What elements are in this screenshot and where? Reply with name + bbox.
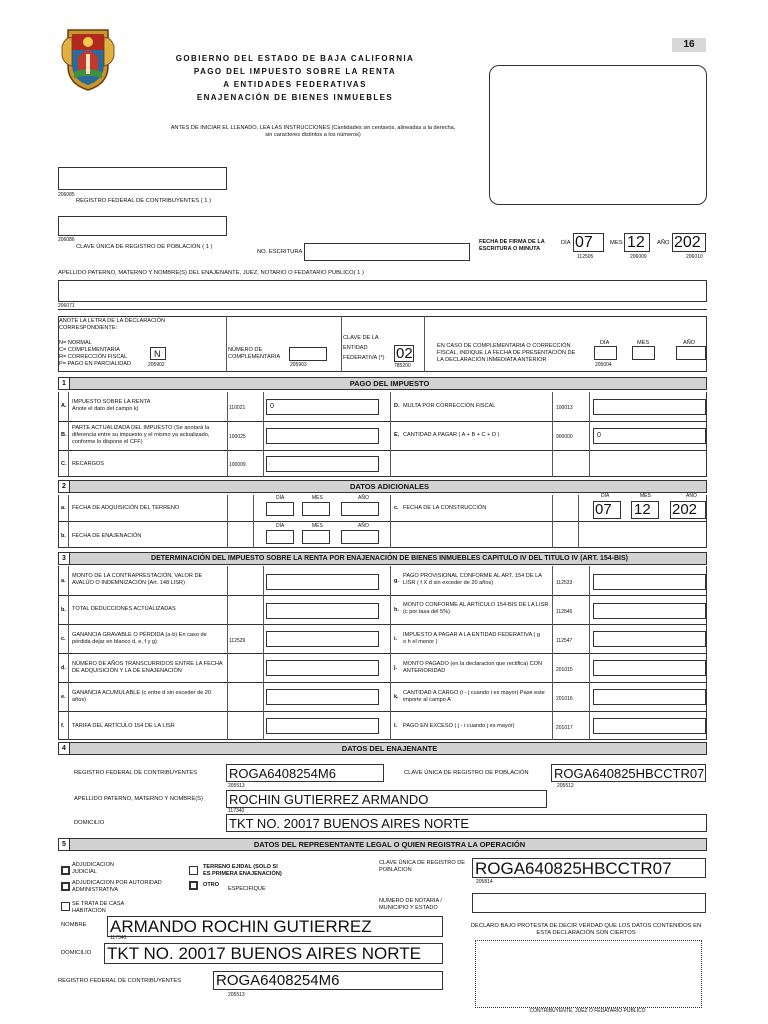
comp-mes-input[interactable] xyxy=(632,346,655,360)
s1-b-code: 100025 xyxy=(229,434,246,440)
s4-nombre-input[interactable] xyxy=(226,790,547,808)
s4-rfc-input[interactable] xyxy=(226,764,384,782)
s2-a-label: FECHA DE ADQUISICIÓN DEL TERRENO xyxy=(72,505,180,511)
s1-a-label: IMPUESTO SOBRE LA RENTA xyxy=(72,399,151,405)
s5-notaria-input[interactable] xyxy=(472,893,706,913)
fecha-mes-value: 12 xyxy=(627,234,645,251)
header-line-4: ENAJENACIÓN DE BIENES INMUEBLES xyxy=(196,93,394,102)
s2-b-dia-input[interactable] xyxy=(266,530,294,544)
section-1-title: PAGO DEL IMPUESTO xyxy=(349,379,430,388)
fecha-dia-code: 112505 xyxy=(577,254,594,260)
section-3-header xyxy=(58,552,707,565)
fecha-dia-value: 07 xyxy=(575,234,593,251)
s2-c-dia-label: DÍA xyxy=(601,493,610,499)
section-4-number: 4 xyxy=(59,743,70,754)
tipo-n-label: N= NORMAL xyxy=(59,340,92,346)
s4-nombre-code: 117340 xyxy=(228,808,245,814)
s3-g-code: 112533 xyxy=(556,580,573,586)
clave-entidad-input[interactable] xyxy=(394,345,414,362)
s2-c-mes-input[interactable] xyxy=(631,501,659,519)
s1-d-input[interactable] xyxy=(593,399,706,415)
fecha-anio-label: AÑO xyxy=(657,240,670,246)
s3-k-input[interactable] xyxy=(593,689,706,705)
s1-e-label: CANTIDAD A PAGAR ( A + B + C + D ) xyxy=(403,432,500,438)
rfc-input[interactable] xyxy=(58,167,227,190)
s3-h-code: 112546 xyxy=(556,609,573,615)
s4-rfc-value: ROGA6408254M6 xyxy=(229,766,336,781)
s3-b-label: TOTAL DEDUCCIONES ACTUALIZADAS xyxy=(72,606,176,612)
s5-curp-code: 205814 xyxy=(476,879,493,885)
s3-e-label: GANANCIA ACUMULABLE (c entre d sin exceder de 20 años) xyxy=(72,690,211,703)
section-3-number: 3 xyxy=(59,553,70,564)
coat-of-arms-logo xyxy=(60,26,116,92)
s5-opt2-label: ADJUDICACION POR AUTORIDAD ADMINISTRATIVA xyxy=(72,880,162,893)
s3-g-input[interactable] xyxy=(593,574,706,590)
s5-opt4-checkbox[interactable] xyxy=(189,866,198,875)
curp-input[interactable] xyxy=(58,216,227,236)
s3-j-label: MONTO PAGADO (en la declaracion que rectifica) CON ANTERIORIDAD xyxy=(403,661,543,674)
s3-a-label: MONTO DE LA CONTRAPRESTACIÓN, VALOR DE AVALÚO O INDEMNIZACIÓN (Art. 148 LISR) xyxy=(72,573,203,586)
s5-opt1-checkbox[interactable] xyxy=(61,866,70,875)
nombre-enajenante-code: 206071 xyxy=(58,303,75,309)
s1-e-value: 0 xyxy=(597,432,601,439)
s2-c-anio-label: AÑO xyxy=(686,493,697,499)
s5-opt1-label: ADJUDICACION JUDICIAL xyxy=(72,862,114,875)
s5-opt5-label: OTRO xyxy=(203,882,220,888)
s5-domicilio-input[interactable] xyxy=(104,943,443,964)
s3-c-input[interactable] xyxy=(266,631,379,647)
anote-label: ANOTE LA LETRA DE LA DECLARACIÓN CORRESPONDIENTE: xyxy=(59,318,166,331)
s5-rfc-input[interactable] xyxy=(213,971,443,990)
section-1-number: 1 xyxy=(59,378,70,389)
s2-c-anio-value: 202 xyxy=(672,501,698,518)
comp-dia-label: DÍA xyxy=(600,340,610,346)
s5-opt2-checkbox[interactable] xyxy=(61,882,70,891)
s3-g-label: PAGO PROVISIONAL CONFORME AL ART. 154 DE LA LISR ( f X d sin exceder de 20 años) xyxy=(403,573,542,586)
clave-entidad-code: 785200 xyxy=(394,363,411,369)
s5-especifique-label: ESPECIFIQUE xyxy=(228,886,266,892)
comp-mes-label: MES xyxy=(637,340,650,346)
s1-a-value: 0 xyxy=(270,403,274,410)
s1-c-label: RECARGOS xyxy=(72,461,105,467)
section-2-title: DATOS ADICIONALES xyxy=(349,482,430,491)
s4-nombre-label: APELLIDO PATERNO, MATERNO Y NOMBRE(S) xyxy=(74,796,203,802)
s5-rfc-label: REGISTRO FEDERAL DE CONTRIBUYENTES xyxy=(58,978,182,984)
section-5-number: 5 xyxy=(59,839,70,850)
tipo-r-label: R= CORRECCIÓN FISCAL xyxy=(59,354,128,360)
s4-domicilio-label: DOMICILIO xyxy=(74,820,105,826)
s3-i-label: IMPUESTO A PAGAR A LA ENTIDAD FEDERATIVA ( g o h el menor ) xyxy=(403,632,540,645)
header-line-3: A ENTIDADES FEDERATIVAS xyxy=(223,80,367,89)
s4-curp-value: ROGA640825HBCCTR07 xyxy=(554,766,705,781)
section-5-header xyxy=(58,838,707,851)
num-comp-code: 205903 xyxy=(290,362,307,368)
s1-c-code: 100009 xyxy=(229,462,246,468)
s2-b-label: FECHA DE ENAJENACIÓN xyxy=(72,533,142,539)
s4-rfc-label: REGISTRO FEDERAL DE CONTRIBUYENTES xyxy=(74,770,198,776)
section-5-title: DATOS DEL REPRESENTANTE LEGAL O QUIEN REGISTRA LA OPERACIÓN xyxy=(253,840,526,849)
tipo-p-label: P= PAGO EN PARCIALIDAD xyxy=(59,361,132,367)
s3-j-code: 201015 xyxy=(556,667,573,673)
escritura-label: NO. ESCRITURA xyxy=(257,249,303,255)
s4-domicilio-input[interactable] xyxy=(226,814,707,832)
tipo-declaracion-value: N xyxy=(154,349,161,359)
s2-a-mes-label: MES xyxy=(312,495,323,501)
s2-c-dia-value: 07 xyxy=(595,501,612,518)
section-2-number: 2 xyxy=(59,481,70,492)
s3-b-input[interactable] xyxy=(266,603,379,619)
tipo-code: 205902 xyxy=(148,362,165,368)
s1-b-input[interactable] xyxy=(266,428,379,444)
s5-firma-label: CONTRIBUYENTE, JUEZ O FEDATARIO PUBLICO xyxy=(529,1008,646,1014)
nombre-enajenante-label: APELLIDO PATERNO, MATERNO Y NOMBRE(S) DEL ENAJENANTE, JUEZ, NOTARIO O FEDATARIO PUBLICO( 1 ) xyxy=(58,270,364,276)
header-line-2: PAGO DEL IMPUESTO SOBRE LA RENTA xyxy=(193,67,397,76)
fecha-anio-input[interactable] xyxy=(672,233,706,252)
s5-opt3-checkbox[interactable] xyxy=(61,902,70,911)
s2-b-mes-input[interactable] xyxy=(302,530,330,544)
fecha-mes-code: 206009 xyxy=(630,254,647,260)
fecha-anio-code: 206010 xyxy=(686,254,703,260)
s1-a-code: 110021 xyxy=(229,405,246,411)
clave-entidad-label: CLAVE DE LA ENTIDAD FEDERATIVA (*) xyxy=(343,335,385,361)
s5-curp-label: CLAVE ÚNICA DE REGISTRO DE POBLACION xyxy=(379,860,465,873)
comp-anio-label: AÑO xyxy=(683,340,696,346)
s2-a-anio-label: AÑO xyxy=(358,495,369,501)
s2-c-mes-label: MES xyxy=(640,493,651,499)
page-number-badge: 16 xyxy=(672,38,706,52)
s3-c-code: 112529 xyxy=(229,638,246,644)
curp-label: CLAVE ÚNICA DE REGISTRO DE POBLACIÓN ( 1 ) xyxy=(76,244,213,250)
s1-e-code: 900000 xyxy=(556,434,573,440)
s3-a-input[interactable] xyxy=(266,574,379,590)
s1-c-input[interactable] xyxy=(266,456,379,472)
section-1-header xyxy=(58,377,707,390)
s5-notaria-label: NUMERO DE NOTARIA / MUNICIPIO Y ESTADO xyxy=(379,898,442,911)
num-complementaria-input[interactable] xyxy=(289,347,327,361)
s2-b-anio-label: AÑO xyxy=(358,523,369,529)
s5-curp-input[interactable] xyxy=(472,858,706,878)
comp-dia-input[interactable] xyxy=(594,346,617,360)
clave-entidad-value: 02 xyxy=(396,345,413,362)
s2-b-mes-label: MES xyxy=(312,523,323,529)
stamp-box xyxy=(489,65,707,205)
s3-k-label: CANTIDAD A CARGO (i - j cuando i es mayor) Pase este importe al campo A xyxy=(403,690,545,703)
fecha-mes-input[interactable] xyxy=(624,233,650,252)
s2-c-mes-value: 12 xyxy=(634,501,651,518)
s4-curp-input[interactable] xyxy=(551,764,706,782)
fecha-mes-label: MES xyxy=(610,240,623,246)
s3-c-label: GANANCIA GRAVABLE O PÉRDIDA (a-b) En caso de pérdida dejar en blanco d, e, f y g) xyxy=(72,632,207,645)
s5-curp-value: ROGA640825HBCCTR07 xyxy=(475,859,672,878)
s1-d-code: 100013 xyxy=(556,405,573,411)
s4-curp-label: CLAVE ÚNICA DE REGISTRO DE POBLACIÓN xyxy=(404,770,529,776)
s5-nombre-input[interactable] xyxy=(107,916,443,937)
s5-domicilio-label: DOMICILIO xyxy=(61,950,92,956)
s2-c-label: FECHA DE LA CONSTRUCCIÓN xyxy=(403,505,487,511)
s3-l-input[interactable] xyxy=(593,718,706,734)
s4-rfc-code: 205513 xyxy=(228,783,245,789)
s4-curp-code: 205512 xyxy=(557,783,574,789)
complementaria-text: EN CASO DE COMPLEMENTARIA O CORRECCIÓN FISCAL, INDIQUE LA FECHA DE PRESENTACIÓN DE LA DECLARACIÓN INMEDIATA ANTERIOR xyxy=(437,343,576,363)
s1-d-label: MULTA POR CORRECCIÓN FISCAL xyxy=(403,403,496,409)
num-complementaria-label: NÚMERO DE COMPLEMENTARIA xyxy=(228,347,281,360)
s5-rfc-value: ROGA6408254M6 xyxy=(216,972,340,989)
s1-b-label: PARTE ACTUALIZADA DEL IMPUESTO (Se anotará la diferencia entre su impuesto y el mismo ya actualizado, conforme lo dispone el CFF) xyxy=(72,425,210,445)
s3-l-label: PAGO EN EXCESO ( j - i cuando j es mayor) xyxy=(403,723,515,729)
s4-domicilio-value: TKT NO. 20017 BUENOS AIRES NORTE xyxy=(229,816,470,831)
comp-anio-input[interactable] xyxy=(676,346,706,360)
rfc-code: 206085 xyxy=(58,192,75,198)
instructions-text: ANTES DE INICIAR EL LLENADO, LEA LAS INSTRUCCIONES (Cantidades sin centavos, alineadas a la derecha, sin caracteres distintos a los números) xyxy=(170,125,456,138)
s2-a-mes-input[interactable] xyxy=(302,502,330,516)
s1-a-sub: Anote el dato del campo k) xyxy=(72,406,139,412)
section-4-title: DATOS DEL ENAJENANTE xyxy=(341,744,438,753)
signature-box[interactable] xyxy=(475,940,702,1008)
s1-a-input[interactable] xyxy=(266,399,379,415)
s2-b-dia-label: DÍA xyxy=(276,523,285,529)
s3-d-label: NÚMERO DE AÑOS TRANSCURRIDOS ENTRE LA FECHA DE ADQUISICIÓN Y LA DE ENAJENACIÓN xyxy=(72,661,223,674)
s5-opt3-label: SE TRATA DE CASA HABITACION xyxy=(72,901,124,914)
tipo-declaracion-input[interactable] xyxy=(150,347,166,360)
s3-h-input[interactable] xyxy=(593,603,706,619)
section-3-title: DETERMINACIÓN DEL IMPUESTO SOBRE LA RENTA POR ENAJENACIÓN DE BIENES INMUEBLES CAPITULO IV DEL TITULO IV (ART. 154-BIS) xyxy=(151,555,628,562)
nombre-enajenante-input[interactable] xyxy=(58,280,707,302)
s3-k-code: 201016 xyxy=(556,696,573,702)
s5-opt5-checkbox[interactable] xyxy=(189,881,198,890)
comp-code: 205004 xyxy=(595,362,612,368)
section-4-header xyxy=(58,742,707,755)
fecha-dia-label: DÍA xyxy=(561,240,571,246)
s3-f-input[interactable] xyxy=(266,718,379,734)
tipo-c-label: C= COMPLEMENTARIA xyxy=(59,347,120,353)
s2-a-anio-input[interactable] xyxy=(341,502,379,516)
s5-rfc-code: 205513 xyxy=(228,992,245,998)
s3-h-label: MONTO CONFORME AL ARTÍCULO 154-BIS DE LA LISR (c por tasa del 5%) xyxy=(403,602,549,615)
s2-b-anio-input[interactable] xyxy=(341,530,379,544)
s3-f-label: TARIFA DEL ARTÍCULO 154 DE LA LISR xyxy=(72,723,175,729)
s1-e-input[interactable] xyxy=(593,428,706,444)
s5-domicilio-value: TKT NO. 20017 BUENOS AIRES NORTE xyxy=(107,944,421,963)
fecha-firma-label: FECHA DE FIRMA DE LA ESCRITURA O MINUTA xyxy=(479,239,545,252)
s2-c-anio-input[interactable] xyxy=(670,501,706,519)
s3-d-input[interactable] xyxy=(266,660,379,676)
s3-l-code: 201017 xyxy=(556,725,573,731)
fecha-dia-input[interactable] xyxy=(573,233,604,252)
s2-c-dia-input[interactable] xyxy=(593,501,621,519)
header-titles xyxy=(160,52,430,104)
fecha-anio-value: 202 xyxy=(674,234,701,251)
s3-j-input[interactable] xyxy=(593,660,706,676)
s5-opt4-label: TERRENO EJIDAL (SOLO SI ES PRIMERA ENAJENACIÓN) xyxy=(203,864,282,877)
s5-nombre-label: NOMBRE xyxy=(61,922,87,928)
section-2-header xyxy=(58,480,707,493)
s4-nombre-value: ROCHIN GUTIERREZ ARMANDO xyxy=(229,792,429,807)
rfc-label: REGISTRO FEDERAL DE CONTRIBUYENTES ( 1 ) xyxy=(76,198,212,204)
s3-i-code: 112547 xyxy=(556,638,573,644)
s2-a-dia-label: DÍA xyxy=(276,495,285,501)
s3-e-input[interactable] xyxy=(266,689,379,705)
header-line-1: GOBIERNO DEL ESTADO DE BAJA CALIFORNIA xyxy=(175,54,415,63)
curp-code: 206086 xyxy=(58,237,75,243)
s5-declaro-text: DECLARO BAJO PROTESTA DE DECIR VERDAD QUE LOS DATOS CONTENIDOS EN ESTA DECLARACIÓN SON CIERTOS xyxy=(470,923,702,936)
s3-i-input[interactable] xyxy=(593,631,706,647)
s5-nombre-value: ARMANDO ROCHIN GUTIERREZ xyxy=(110,917,372,936)
s5-nombre-code: 117340 xyxy=(110,935,127,941)
s2-a-dia-input[interactable] xyxy=(266,502,294,516)
escritura-input[interactable] xyxy=(304,243,470,261)
